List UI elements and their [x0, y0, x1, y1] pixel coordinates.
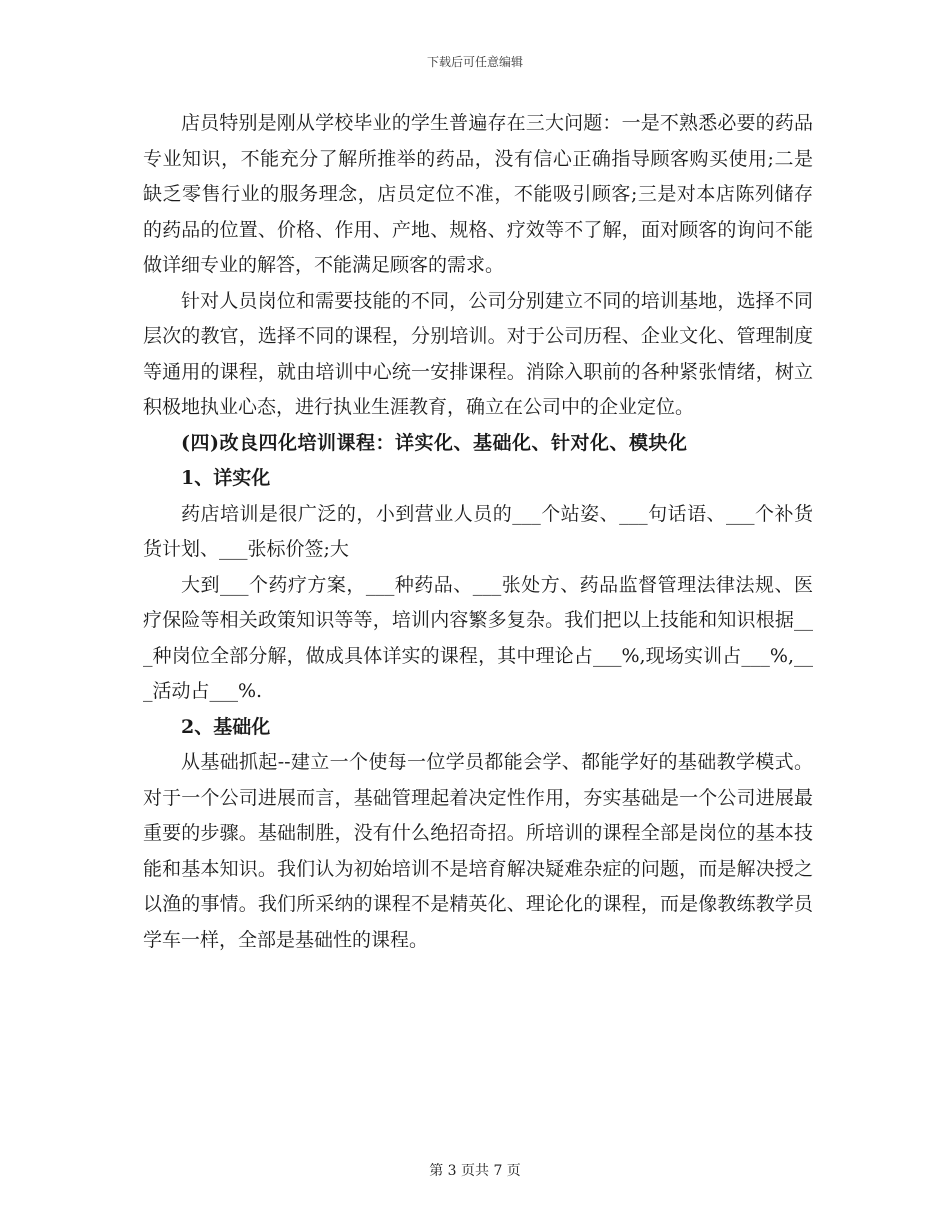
document-body: [143, 106, 813, 958]
paragraph-training-scope-large: 大到___个药疗方案，___种药品、___张处方、药品监督管理法律法规、医疗保险等相关政策知识等等，培训内容繁多复杂。我们把以上技能和知识根据___种岗位全部分解，做成具体详实的课程，其中理论占___%,现场实训占___%,___活动占___%.: [143, 573, 813, 702]
paragraph-training-bases: 针对人员岗位和需要技能的不同，公司分别建立不同的培训基地，选择不同层次的教官，选择不同的课程，分别培训。对于公司历程、企业文化、管理制度等通用的课程，就由培训中心统一安排课程。消除入职前的各种紧张情绪，树立积极地执业心态，进行执业生涯教育，确立在公司中的企业定位。: [143, 289, 813, 418]
subheading-detailed: 1、详实化: [181, 467, 271, 489]
section-heading-four: (四)改良四化培训课程：详实化、基础化、针对化、模块化: [181, 431, 688, 454]
page-number: 第 3 页共 7 页: [429, 1163, 521, 1179]
paragraph-basic-teaching: 从基础抓起--建立一个使每一位学员都能会学、都能学好的基础教学模式。对于一个公司进展而言，基础管理起着决定性作用，夯实基础是一个公司进展最重要的步骤。基础制胜，没有什么绝招奇招。所培训的课程全部是岗位的基本技能和基本知识。我们认为初始培训不是培育解决疑难杂症的问题，而是解决授之以渔的事情。我们所采纳的课程不是精英化、理论化的课程，而是像教练教学员学车一样，全部是基础性的课程。: [143, 751, 813, 951]
paragraph-training-scope-small: 药店培训是很广泛的，小到营业人员的___个站姿、___句话语、___个补货货计划、___张标价签;大: [143, 502, 813, 560]
page-header: 下载后可任意编辑: [426, 55, 523, 69]
paragraph-staff-problems: 店员特别是刚从学校毕业的学生普遍存在三大问题：一是不熟悉必要的药品专业知识，不能充分了解所推举的药品，没有信心正确指导顾客购买使用;二是缺乏零售行业的服务理念，店员定位不准，不能吸引顾客;三是对本店陈列储存的药品的位置、价格、作用、产地、规格、疗效等不了解，面对顾客的询问不能做详细专业的解答，不能满足顾客的需求。: [143, 112, 813, 276]
subheading-basic: 2、基础化: [181, 715, 271, 738]
